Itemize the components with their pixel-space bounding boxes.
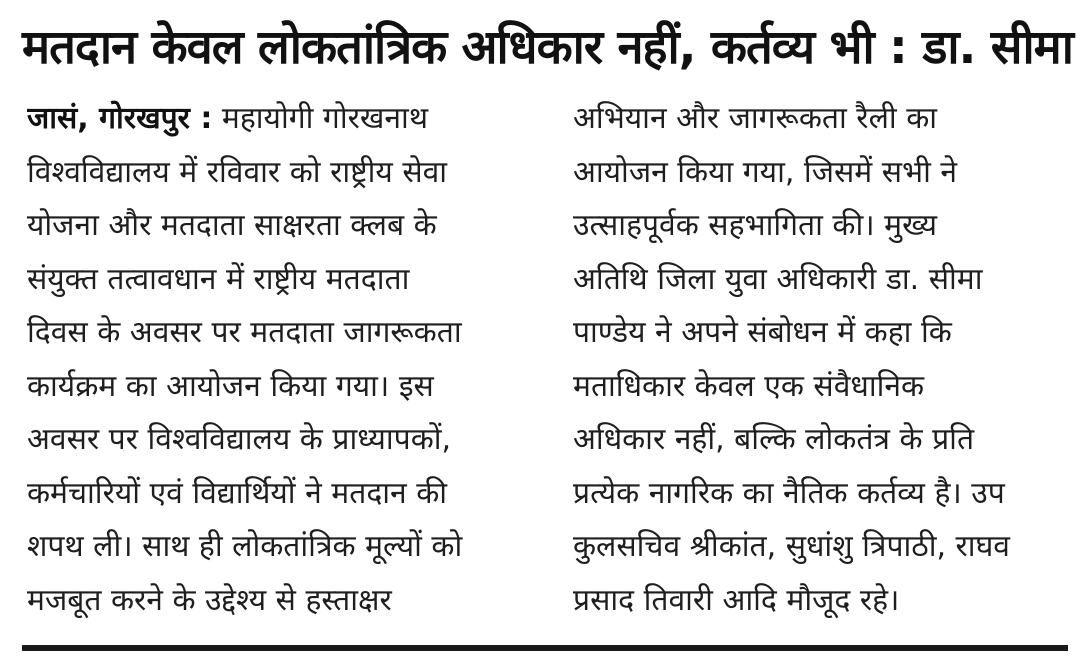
article-line: मजबूत करने के उद्देश्य से हस्ताक्षर — [27, 582, 392, 618]
article-line: आयोजन किया गया, जिसमें सभी ने — [573, 154, 958, 190]
article-line: पाण्डेय ने अपने संबोधन में कहा कि — [573, 315, 952, 350]
article-line: अभियान और जागरूकता रैली का — [573, 101, 938, 136]
article-line: प्रसाद तिवारी आदि मौजूद रहे। — [573, 582, 900, 618]
article-line: अधिकार नहीं, बल्कि लोकतंत्र के प्रति — [573, 422, 975, 457]
article-line: प्रत्येक नागरिक का नैतिक कर्तव्य है। उप — [573, 475, 1005, 511]
article-line: योजना और मतदाता साक्षरता क्लब के — [27, 208, 437, 243]
headline: मतदान केवल लोकतांत्रिक अधिकार नहीं, कर्तव्य भी : डा. सीमा — [22, 20, 1073, 75]
article-line: उत्साहपूर्वक सहभागिता की। मुख्य — [573, 208, 938, 243]
article-line: संयुक्त तत्वावधान में राष्ट्रीय मतदाता — [27, 261, 410, 297]
dateline: जासं, गोरखपुर : — [27, 101, 213, 136]
article-column-left — [27, 92, 527, 627]
article-line: विश्वविद्यालय में रविवार को राष्ट्रीय सेवा — [27, 154, 448, 190]
bottom-rule — [22, 645, 1068, 651]
article-line: शपथ ली। साथ ही लोकतांत्रिक मूल्यों को — [27, 529, 463, 564]
article-line: अवसर पर विश्वविद्यालय के प्राध्यापकों, — [27, 422, 452, 457]
article-line: दिवस के अवसर पर मतदाता जागरूकता — [27, 315, 462, 350]
article-column-right — [573, 92, 1063, 627]
article-line — [27, 92, 527, 146]
article-line: मताधिकार केवल एक संवैधानिक — [573, 368, 925, 404]
article-line: कार्यक्रम का आयोजन किया गया। इस — [27, 368, 434, 404]
article-line-text: महायोगी गोरखनाथ — [221, 101, 428, 136]
article-line: कुलसचिव श्रीकांत, सुधांशु त्रिपाठी, राघव — [573, 529, 1010, 564]
article-line: अतिथि जिला युवा अधिकारी डा. सीमा — [573, 261, 983, 297]
article-line: कर्मचारियों एवं विद्यार्थियों ने मतदान की — [27, 475, 448, 511]
